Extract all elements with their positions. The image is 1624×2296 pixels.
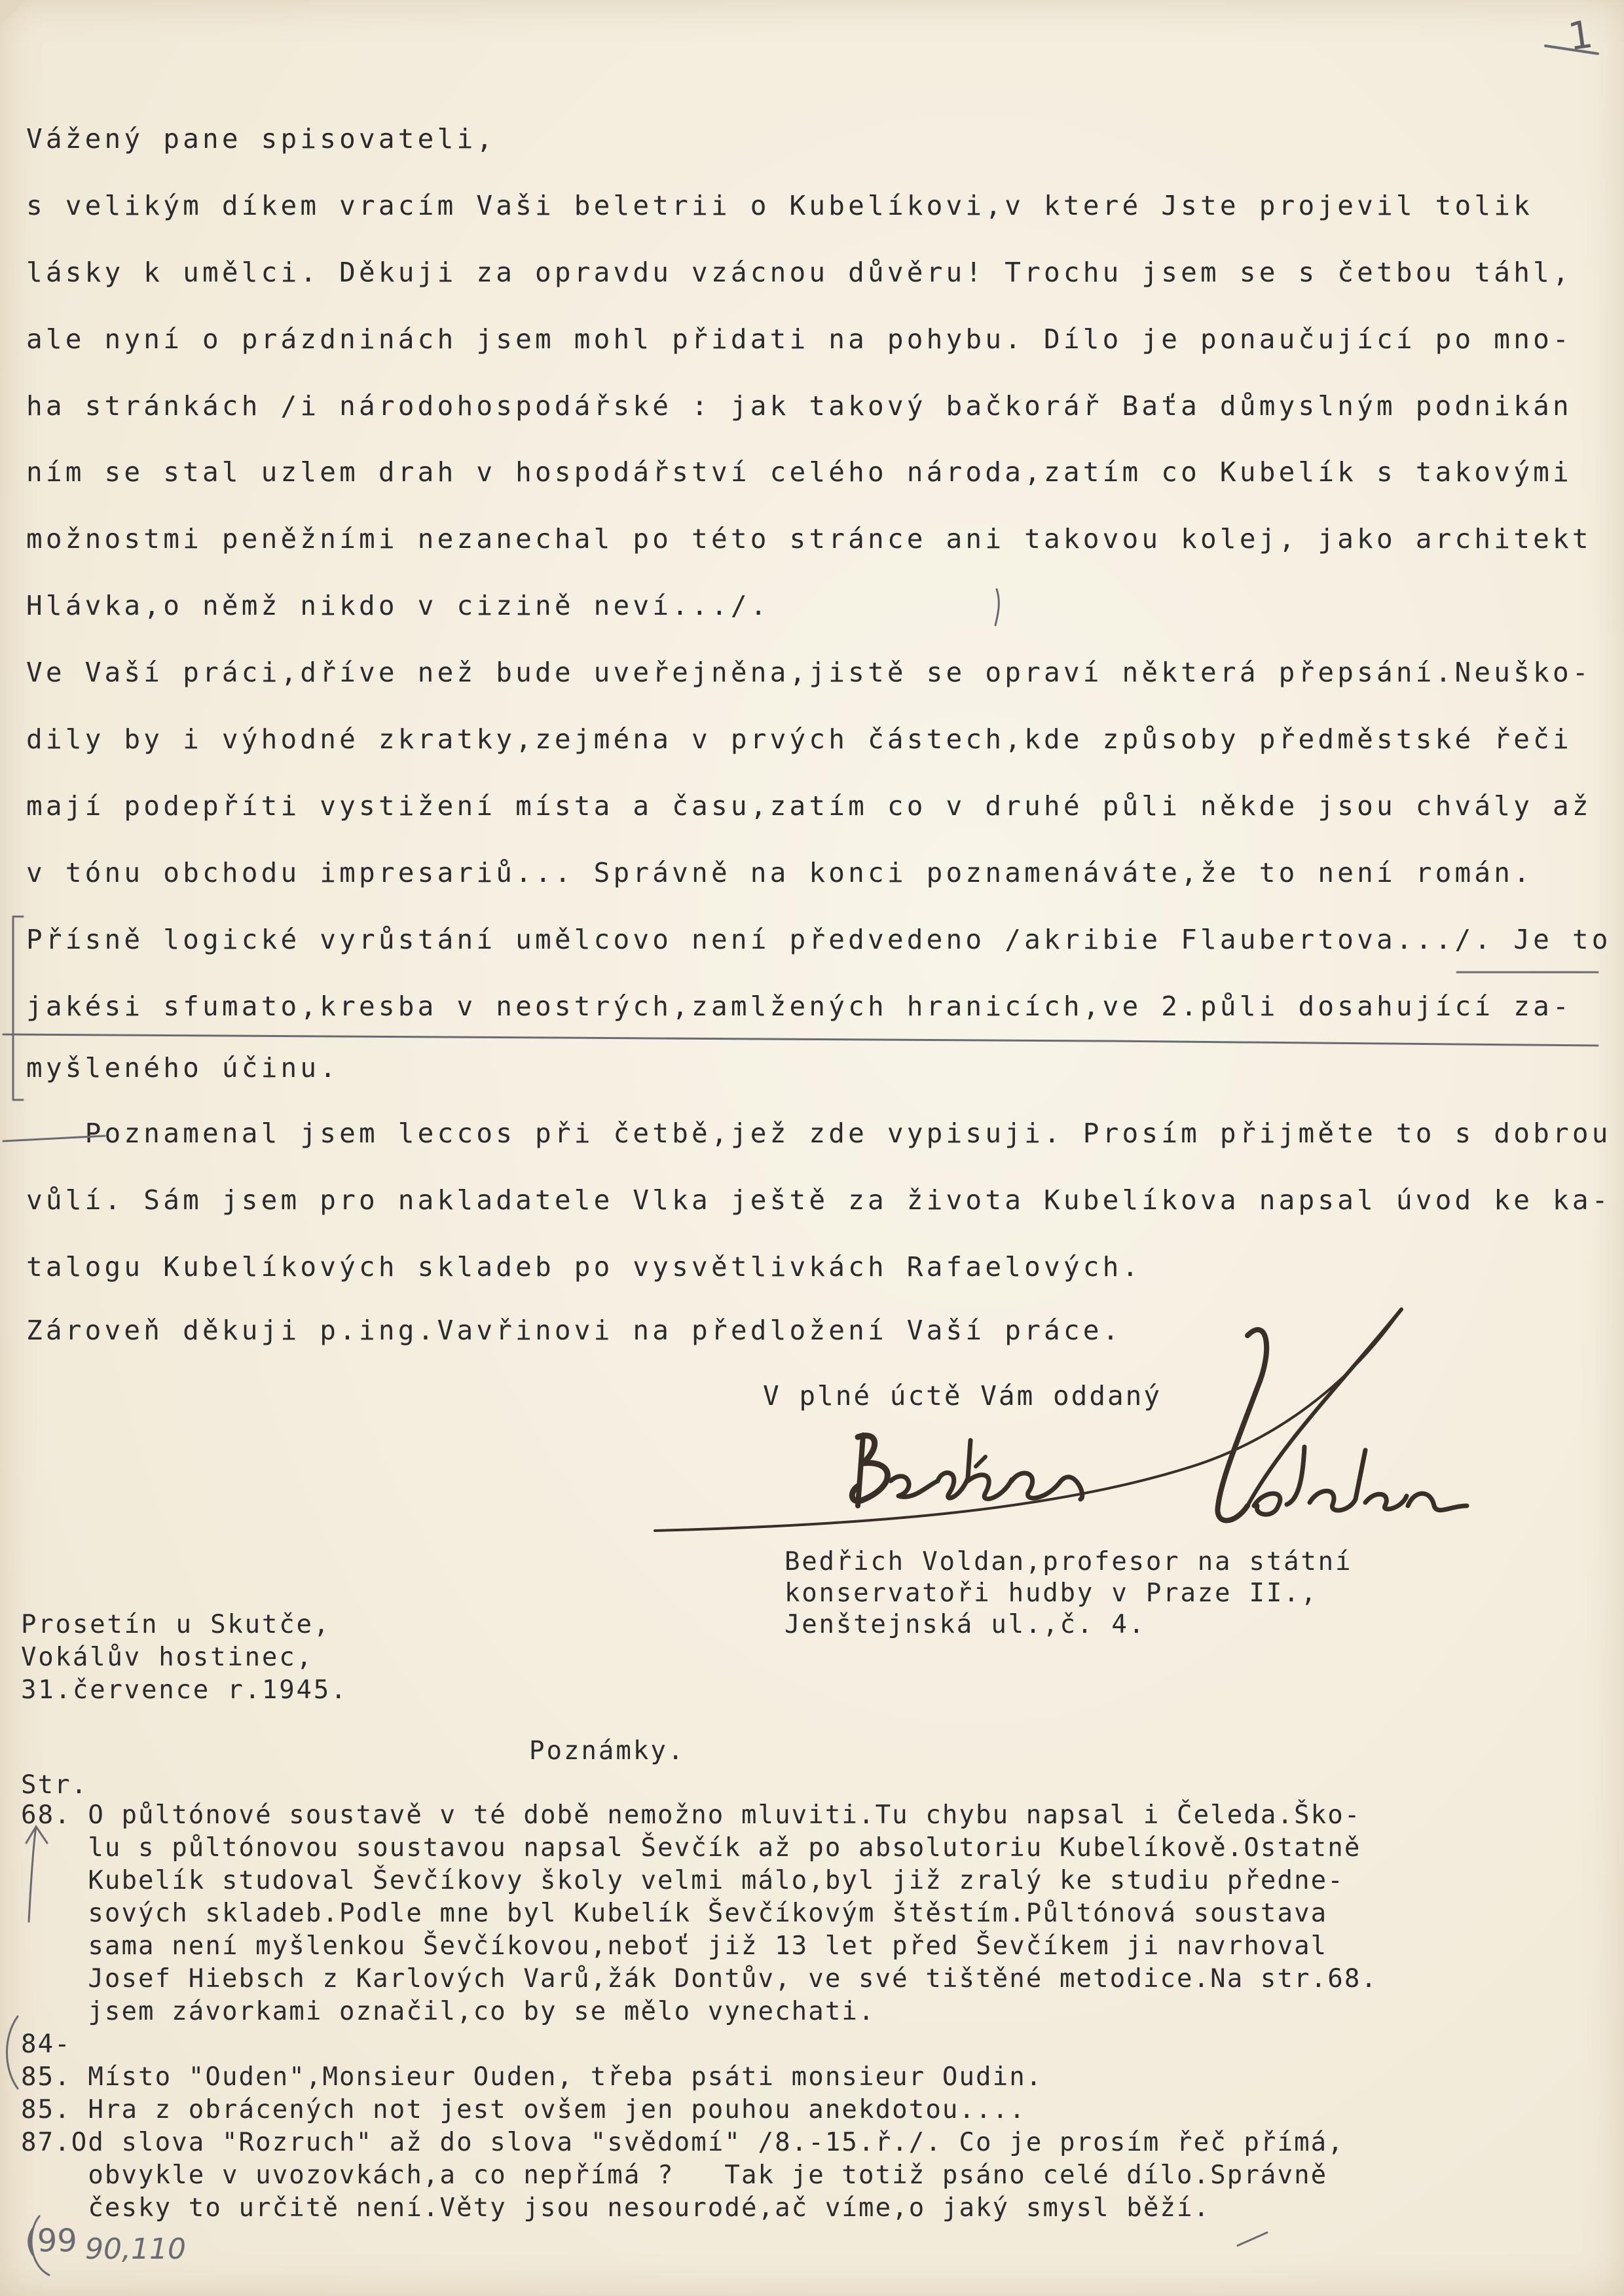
signer-line: Jenštejnská ul.,č. 4. (784, 1610, 1146, 1639)
letter-line: Hlávka,o němž nikdo v cizině neví.../. (26, 590, 770, 621)
signer-line: Bedřich Voldan,profesor na státní (784, 1547, 1353, 1576)
margin-bracket (7, 2016, 18, 2088)
address-line: 31.července r.1945. (21, 1675, 348, 1705)
note-line: 68. O půltónové soustavě v té době nemožno mluviti.Tu chybu napsal i Čeleda.Ško- (21, 1800, 1361, 1830)
letter-line: myšleného účinu. (26, 1052, 340, 1084)
note-line: 87.Od slova "Rozruch" až do slova "svědomí" /8.-15.ř./. Co je prosím řeč přímá, (21, 2128, 1344, 2157)
note-line: lu s půltónovou soustavou napsal Ševčík až po absolutoriu Kubelíkově.Ostatně (21, 1833, 1361, 1863)
note-line: česky to určitě není.Věty jsou nesourodé,ač víme,o jaký smysl běží. (21, 2193, 1211, 2223)
letter-line: lásky k umělci. Děkuji za opravdu vzácnou důvěru! Trochu jsem se s četbou táhl, (26, 257, 1572, 288)
address-line: Prosetín u Skutče, (21, 1610, 331, 1639)
strike-line (3, 1034, 1598, 1046)
pencil-tick (1238, 2232, 1267, 2246)
letter-line: Přísně logické vyrůstání umělcovo není předvedeno /akribie Flaubertova.../. Je to (26, 924, 1612, 955)
letter-line: ním se stal uzlem drah v hospodářství celého národa,zatím co Kubelík s takovými (26, 456, 1572, 488)
letter-line: Zároveň děkuji p.ing.Vavřinovi na předložení Vaší práce. (26, 1315, 1122, 1346)
notes-heading: Poznámky. (529, 1736, 686, 1766)
letter-line: ha stránkách /i národohospodářské : jak takový bačkorář Baťa důmyslným podnikán (26, 390, 1572, 422)
letter-line: dily by i výhodné zkratky,zejména v prvých částech,kde způsoby předměstské řeči (26, 723, 1572, 755)
archive-number: 90,110 (85, 2232, 186, 2266)
signer-line: konservatoři hudby v Praze II., (784, 1578, 1318, 1608)
note-line: sama není myšlenkou Ševčíkovou,neboť již 13 let před Ševčíkem ji navrhoval (21, 1931, 1328, 1961)
note-line: 84- (21, 2030, 71, 2059)
note-line: Josef Hiebsch z Karlových Varů,žák Dontův, ve své tištěné metodice.Na str.68. (21, 1964, 1378, 1994)
pencil-comma (995, 589, 999, 625)
page-number: 1 (1565, 11, 1596, 60)
letter-line: vůlí. Sám jsem pro nakladatele Vlka ještě za života Kubelíkova napsal úvod ke ka- (26, 1184, 1612, 1216)
letter-line: s velikým díkem vracím Vaši beletrii o Kubelíkovi,v které Jste projevil tolik (26, 190, 1534, 221)
note-line: 85. Místo "Ouden",Monsieur Ouden, třeba psáti monsieur Oudin. (21, 2062, 1043, 2092)
margin-bracket (13, 917, 23, 1100)
note-line: 85. Hra z obrácených not jest ovšem jen pouhou anekdotou.... (21, 2095, 1026, 2124)
column-label: Str. (21, 1770, 88, 1800)
letter-line: talogu Kubelíkových skladeb po vysvětlivkách Rafaelových. (26, 1251, 1142, 1283)
margin-mark: (99 (25, 2223, 77, 2259)
note-line: Kubelík studoval Ševčíkovy školy velmi málo,byl již zralý ke studiu předne- (21, 1866, 1344, 1895)
note-line: jsem závorkami označil,co by se mělo vynechati. (21, 1997, 876, 2026)
letter-line: mají podepříti vystižení místa a času,zatím co v druhé půli někde jsou chvály až (26, 790, 1592, 822)
letter-line: Poznamenal jsem leccos při četbě,jež zde vypisuji. Prosím přijměte to s dobrou (26, 1118, 1612, 1149)
letter-line: ale nyní o prázdninách jsem mohl přidati na pohybu. Dílo je ponaučující po mno- (26, 323, 1572, 355)
letter-line: možnostmi peněžními nezanechal po této stránce ani takovou kolej, jako architekt (26, 523, 1592, 555)
closing: V plné úctě Vám oddaný (763, 1380, 1162, 1412)
letter-line: jakési sfumato,kresba v neostrých,zamlžených hranicích,ve 2.půli dosahující za- (26, 991, 1572, 1022)
note-line: sových skladeb.Podle mne byl Kubelík Ševčíkovým štěstím.Půltónová soustava (21, 1899, 1328, 1928)
address-line: Vokálův hostinec, (21, 1643, 314, 1672)
note-line: obvykle v uvozovkách,a co nepřímá ? Tak je totiž psáno celé dílo.Správně (21, 2160, 1328, 2190)
salutation: Vážený pane spisovateli, (26, 123, 496, 155)
torn-corner (0, 0, 26, 26)
letter-line: Ve Vaší práci,dříve než bude uveřejněna,jistě se opraví některá přepsání.Neuško- (26, 657, 1592, 688)
letter-line: v tónu obchodu impresariů... Správně na konci poznamenáváte,že to není román. (26, 857, 1534, 888)
